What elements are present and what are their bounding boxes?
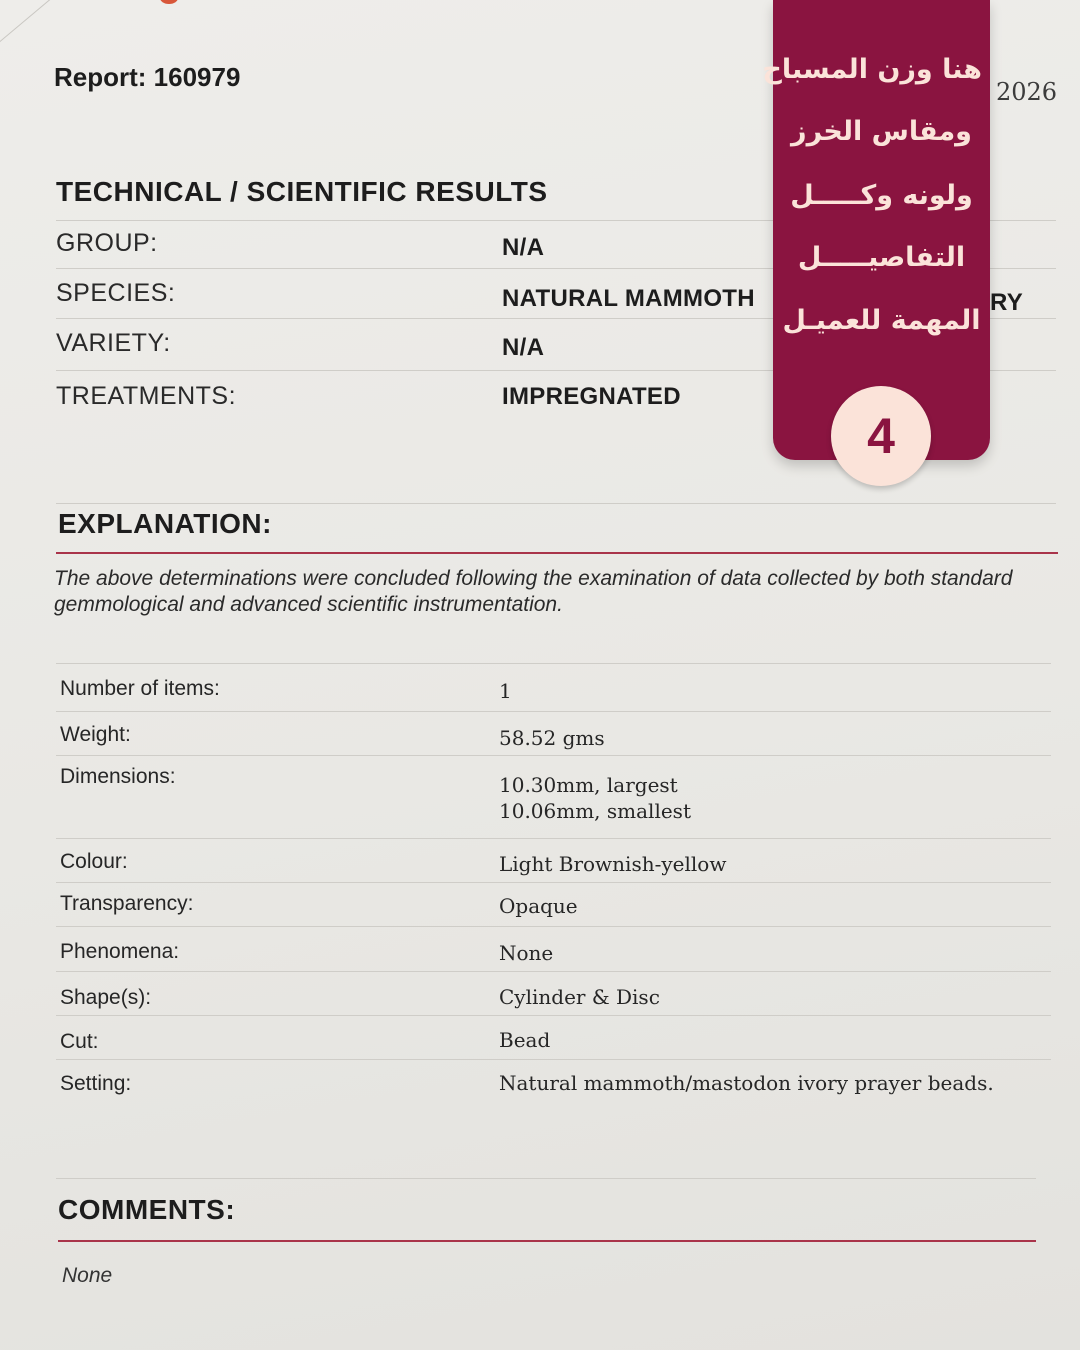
- divider: [56, 926, 1051, 927]
- cut-label: Cut:: [60, 1030, 99, 1053]
- dimensions-label: Dimensions:: [60, 765, 176, 788]
- divider: [56, 1178, 1036, 1179]
- setting-value: Natural mammoth/mastodon ivory prayer beads.: [499, 1071, 994, 1095]
- divider: [56, 755, 1051, 756]
- comments-rule: [58, 1240, 1036, 1242]
- species-value: NATURAL MAMMOTH: [502, 285, 755, 312]
- divider: [56, 882, 1051, 883]
- group-value: N/A: [502, 234, 545, 261]
- annotation-line: هنا وزن المسباح: [762, 54, 982, 85]
- dimensions-smallest: 10.06mm, smallest: [499, 799, 691, 823]
- explanation-title: EXPLANATION:: [58, 508, 272, 539]
- species-value-end: RY: [990, 289, 1024, 316]
- divider: [56, 1015, 1051, 1016]
- colour-label: Colour:: [60, 850, 128, 873]
- phenomena-value: None: [499, 941, 554, 965]
- divider: [56, 971, 1051, 972]
- comments-value: None: [62, 1264, 113, 1287]
- report-year: 2026: [996, 78, 1058, 106]
- explanation-text: The above determinations were concluded following the examination of data collected by both standard gemmological and advanced scientific instrumentation.: [54, 567, 1013, 616]
- step-number: 4: [867, 408, 895, 464]
- annotation-line: ولونه وكـــــل: [790, 180, 973, 211]
- divider: [56, 711, 1051, 712]
- step-number-badge: [831, 386, 931, 486]
- weight-value: 58.52 gms: [499, 726, 605, 750]
- colour-value: Light Brownish-yellow: [499, 852, 727, 876]
- variety-value: N/A: [502, 334, 545, 361]
- treatments-value: IMPREGNATED: [502, 383, 681, 410]
- report-number: Report: 160979: [54, 62, 241, 92]
- transparency-label: Transparency:: [60, 892, 194, 915]
- cut-value: Bead: [499, 1028, 551, 1052]
- weight-label: Weight:: [60, 723, 131, 746]
- shapes-value: Cylinder & Disc: [499, 985, 660, 1009]
- annotation-line: التفاصيـــــل: [797, 242, 966, 273]
- dimensions-largest: 10.30mm, largest: [499, 773, 678, 797]
- annotation-line: ومقاس الخرز: [791, 116, 972, 147]
- explanation-rule: [56, 552, 1058, 554]
- group-label: GROUP:: [56, 229, 158, 257]
- paper-fold: [0, 0, 60, 50]
- treatments-label: TREATMENTS:: [56, 382, 237, 410]
- shapes-label: Shape(s):: [60, 986, 152, 1009]
- annotation-line: المهمة للعميـل: [782, 305, 981, 336]
- technical-results-title: TECHNICAL / SCIENTIFIC RESULTS: [56, 176, 548, 207]
- transparency-value: Opaque: [499, 894, 578, 918]
- species-label: SPECIES:: [56, 279, 176, 307]
- red-mark: [160, 0, 178, 4]
- divider: [56, 503, 1056, 504]
- comments-title: COMMENTS:: [58, 1194, 236, 1225]
- phenomena-label: Phenomena:: [60, 940, 180, 963]
- variety-label: VARIETY:: [56, 329, 171, 357]
- items-count-value: 1: [499, 679, 512, 703]
- divider: [56, 663, 1051, 664]
- divider: [56, 838, 1051, 839]
- divider: [56, 1059, 1051, 1060]
- setting-label: Setting:: [60, 1072, 132, 1095]
- items-count-label: Number of items:: [60, 677, 220, 700]
